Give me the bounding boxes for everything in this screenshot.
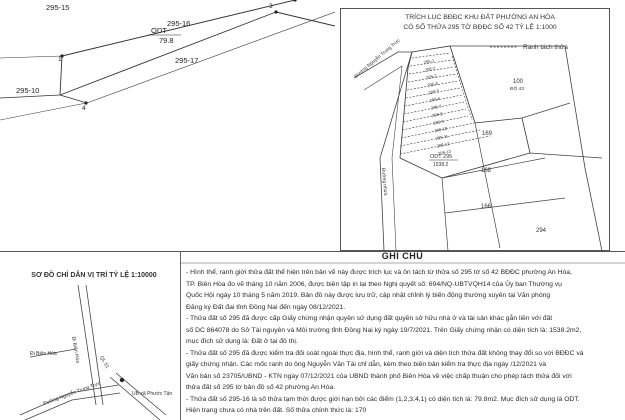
note-line: mục đích sử dụng là: Đất ở tại đô thị. <box>186 338 298 345</box>
parcel-number: 100 <box>513 79 524 85</box>
note-line: - Thửa đất số 295-16 là số thửa tạm thời được giới hạn bởi các điểm (1,2,3,4,1) có diện tích là: 79.8m2. Mục đích sử dụng là ODT. <box>186 395 580 403</box>
sub-parcel-label: 295-13 <box>437 148 452 157</box>
legend-label: Ranh tách thửa <box>523 44 568 51</box>
parcel-boundary <box>442 178 448 251</box>
parcel-map <box>0 0 335 255</box>
sub-parcel-label: 295-9 <box>432 118 445 126</box>
parcel-number: 294 <box>536 228 547 234</box>
corner-number: 3 <box>269 3 273 10</box>
area-label: 79.8 <box>159 36 174 45</box>
location-sketch <box>0 285 180 420</box>
note-line: Đăng ký Đất đai tỉnh Đồng Nai đến ngày 08/12/2021. <box>186 303 346 311</box>
sub-parcel-label: 295-5 <box>427 88 440 96</box>
sketch-label: Đi Biên Hòa <box>30 351 57 357</box>
parcel-label: 295-16 <box>167 19 191 28</box>
sub-parcel-labels <box>423 58 452 156</box>
parcel-boundary <box>450 46 602 251</box>
parcel-boundary <box>276 12 335 26</box>
sketch-title: SƠ ĐỒ CHỈ DẪN VỊ TRÍ TỶ LỆ 1:10000 <box>31 272 157 279</box>
parcel-number-sub: ĐỐ 43 <box>510 87 524 92</box>
note-line: - Hình thể, ranh giới thửa đất thể hiện trên bản vẽ này được trích lục và ôn tách từ thửa số 295 tờ số 42 BĐĐC phường An Hòa, <box>186 269 572 276</box>
note-line: - Thửa đất số 295 đã được cấp Giấy chứng nhận quyền sử dụng đất quyền sở hữu nhà ở và tài sản khác gắn liền với đất <box>186 315 553 322</box>
note-line: số DC 864078 do Sở Tài nguyên và Môi trường tỉnh Đồng Nai ký ngày 19/7/2021. Trên Giấy chứng nhận có diện tích là: 1538.2m2, <box>186 326 582 334</box>
parcel-number: 166 <box>481 204 492 210</box>
excerpt-subtitle: CÓ SỐ THỬA 295 TỜ BĐĐC SỐ 42 TỶ LỆ 1:1000 <box>403 24 557 31</box>
sub-parcel-label: 295-2 <box>424 65 436 73</box>
note-line: - Thửa đất số 295 đã được kiểm tra đối soát ngoài thực địa, hình thể, ranh giới và diện tích thửa đất không thay đổi so với BĐĐC và <box>186 349 584 357</box>
excerpt-border <box>341 9 610 251</box>
road-label: Đường nhựa <box>380 167 388 196</box>
sub-parcel-label: 295-1 <box>423 57 435 65</box>
sub-parcel-label: 295-4 <box>426 80 439 88</box>
road-line <box>110 377 160 420</box>
road-label: Đường Nguyễn Trung Trực <box>354 38 402 80</box>
parcel-label: 295-17 <box>175 56 199 65</box>
parcel-number: 168 <box>481 168 492 174</box>
location-marker <box>120 378 124 382</box>
land-type-label: ODT <box>151 26 167 35</box>
note-line: TP. Biên Hòa đo vẽ tháng 10 năm 2006, được biên tập in lại theo Nghị quyết số: 694/NQ-UBTVQH14 của Ủy ban Thường vụ <box>186 280 562 288</box>
sub-parcel-label: 295-8 <box>431 111 444 119</box>
parcel-boundary <box>62 0 295 56</box>
notes-title: GHI CHÚ <box>381 251 424 261</box>
sub-parcel-label: 295-10 <box>433 125 448 134</box>
note-line: Văn bản số 23705/UBND - KTN ngày 07/12/2021 của UBND thành phố Biên Hòa về việc chấp thuận cho phép tách thửa đối với <box>186 372 572 380</box>
parcel-boundary <box>522 103 570 118</box>
parcel-label: 295-15 <box>46 3 70 12</box>
sub-lot-line <box>452 56 472 120</box>
sub-parcel-label: 295-6 <box>429 95 441 103</box>
sub-parcel-label: 295-3 <box>425 73 438 81</box>
corner-marker <box>274 10 277 13</box>
sketch-label: Đi Biên Hòa <box>70 336 81 364</box>
parcel-boundary <box>60 95 87 103</box>
note-line: Hiện trạng chưa có nhà trên đất. Số thửa chính thức là: 170 <box>186 407 367 414</box>
area-label: 1538.2 <box>433 162 449 168</box>
parcel-label: 295-10 <box>16 86 40 95</box>
parcel-boundary <box>0 95 60 98</box>
road-line <box>20 385 118 415</box>
note-line: giấy chứng nhận. Các mốc ranh do ông Nguyễn Văn Tài chỉ dẫn, kèm theo biên bản kiểm tra thực địa ngày /12/2021 và <box>186 361 546 368</box>
sub-parcel-label: 295-12 <box>436 140 451 149</box>
note-line: thửa đất số 295 tờ bản đồ số 42 phường An Hòa. <box>186 384 336 391</box>
sub-parcel-label: 295-7 <box>430 103 442 111</box>
parcel-boundary <box>442 158 545 178</box>
sketch-label: Đường Nguyễn Trung Trực <box>42 380 102 407</box>
parcel-boundary <box>87 12 335 103</box>
parcel-label: ODT 295 <box>430 154 453 160</box>
sketch-label: UB xã Phước Tân <box>132 391 173 397</box>
sub-parcel-label: 295-11 <box>435 133 449 141</box>
excerpt-frame <box>340 8 610 251</box>
parcel-boundary <box>530 153 602 158</box>
corner-marker <box>293 0 296 2</box>
excerpt-title: TRÍCH LỤC BĐĐC KHU ĐẤT PHƯỜNG AN HÒA <box>405 14 555 21</box>
sub-lot-line <box>412 53 450 58</box>
corner-number: 1 <box>58 56 62 63</box>
parcel-number: 169 <box>482 131 493 137</box>
parcel-295-outline <box>400 46 530 178</box>
parcel-boundary <box>0 103 86 120</box>
parcel-boundary <box>0 56 62 58</box>
corner-number: 4 <box>82 105 86 112</box>
note-line: Quốc Hội ngày 10 tháng 5 năm 2019. Bản đồ này được lưu trữ, cập nhật chỉnh lý biến động thường xuyên tại Văn phòng <box>186 292 551 299</box>
road-edge <box>354 52 412 251</box>
parcel-boundary <box>475 123 500 248</box>
parcel-boundary <box>445 198 565 213</box>
sketch-label: QL 51 <box>98 355 111 370</box>
